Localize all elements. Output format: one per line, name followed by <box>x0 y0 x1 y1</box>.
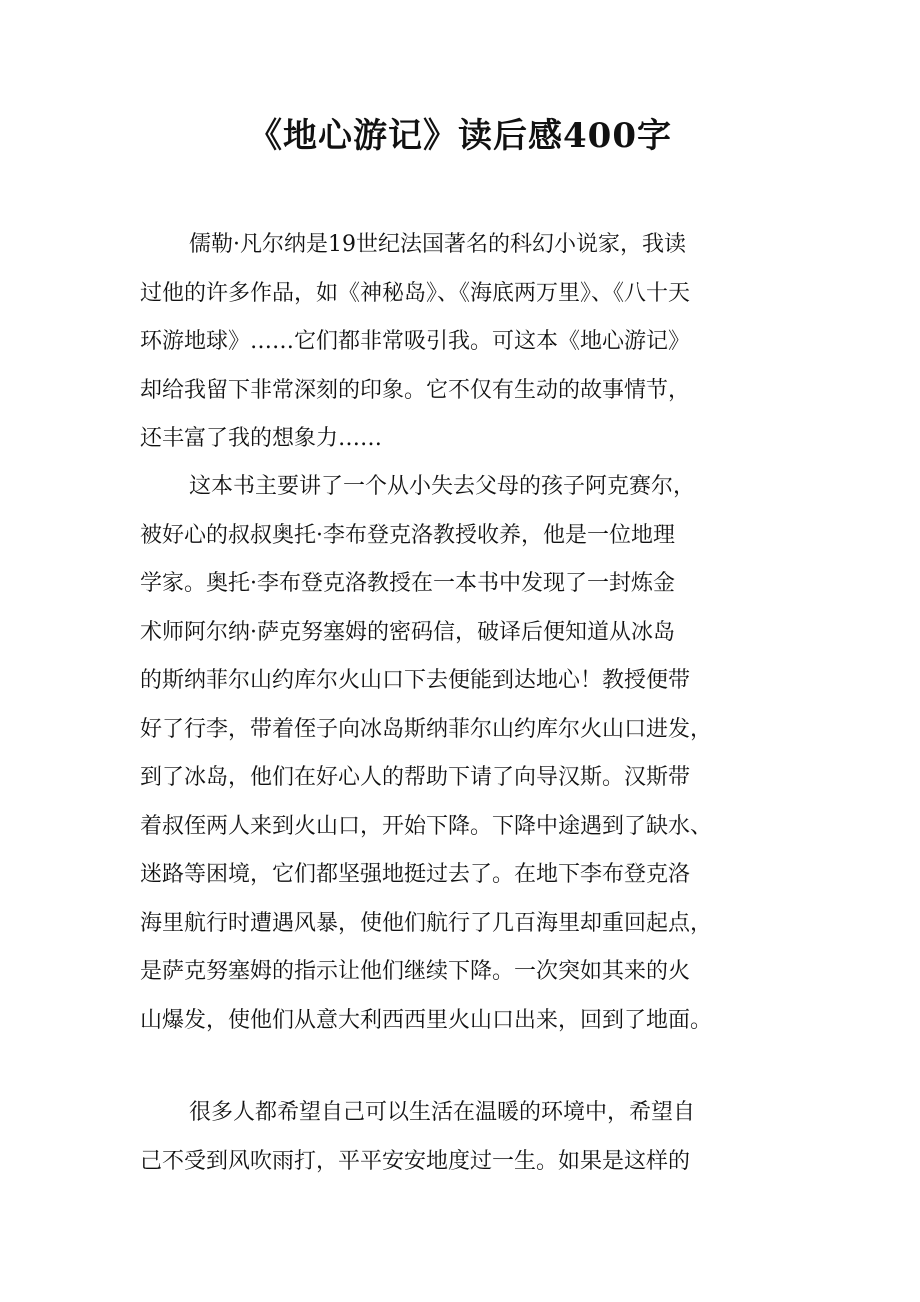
text-line: 术师阿尔纳·萨克努塞姆的密码信，破译后便知道从冰岛 <box>140 619 675 645</box>
text-line: 很多人都希望自己可以生活在温暖的环境中，希望自 <box>189 1100 696 1125</box>
paragraph-3 <box>140 1089 780 1186</box>
paragraph-2 <box>140 463 780 1045</box>
text-line: 好了行李，带着侄子向冰岛斯纳菲尔山约库尔火山口进发， <box>140 716 713 742</box>
document-title: 《地心游记》读后感400字 <box>248 116 672 156</box>
text-line: 环游地球》……它们都非常吸引我。可这本《地心游记》 <box>140 329 691 354</box>
text-line: 山爆发，使他们从意大利西西里火山口出来，回到了地面。 <box>140 1007 713 1033</box>
text-line: 儒勒·凡尔纳是19世纪法国著名的科幻小说家，我读 <box>189 232 686 257</box>
text-line: 的斯纳菲尔山约库尔火山口下去便能到达地心！教授便带 <box>140 668 691 693</box>
text-line: 到了冰岛，他们在好心人的帮助下请了向导汉斯。汉斯带 <box>140 765 691 790</box>
text-line: 海里航行时遭遇风暴，使他们航行了几百海里却重回起点， <box>140 910 713 936</box>
text-line: 这本书主要讲了一个从小失去父母的孩子阿克赛尔， <box>189 474 696 499</box>
text-line: 着叔侄两人来到火山口，开始下降。下降中途遇到了缺水、 <box>140 813 713 839</box>
text-line: 还丰富了我的想象力…… <box>140 426 383 451</box>
text-line: 己不受到风吹雨打，平平安安地度过一生。如果是这样的 <box>140 1148 691 1174</box>
text-line: 被好心的叔叔奥托·李布登克洛教授收养，他是一位地理 <box>140 522 675 548</box>
text-line: 迷路等困境，它们都坚强地挺过去了。在地下李布登克洛 <box>140 862 691 887</box>
text-line: 却给我留下非常深刻的印象。它不仅有生动的故事情节， <box>140 377 691 403</box>
text-line: 是萨克努塞姆的指示让他们继续下降。一次突如其来的火 <box>140 959 691 984</box>
text-line: 过他的许多作品，如《神秘岛》、《海底两万里》、《八十天 <box>140 280 691 306</box>
paragraph-1 <box>140 221 780 464</box>
text-line: 学家。奥托·李布登克洛教授在一本书中发现了一封炼金 <box>140 571 675 596</box>
